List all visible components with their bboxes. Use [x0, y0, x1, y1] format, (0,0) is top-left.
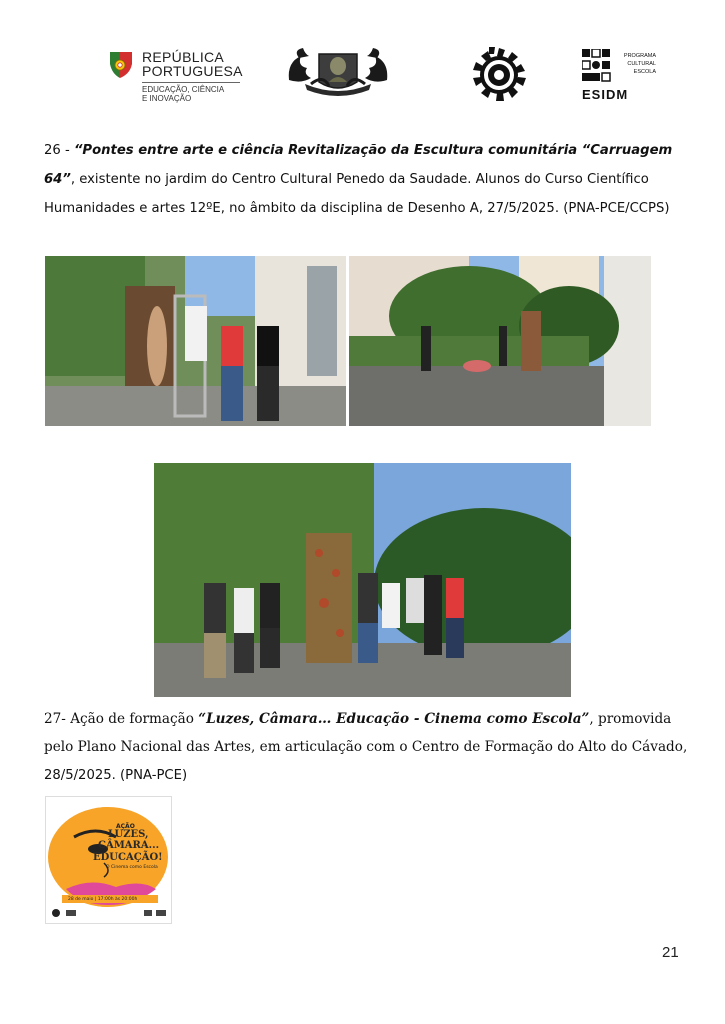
poster-title-line3: EDUCAÇÃO!: [93, 852, 163, 863]
section-27-description: , promovida pelo Plano Nacional das Artes, em articulação com o Centro de Formação do Alto do Cávado,: [44, 711, 688, 755]
section-27-date-tag: 28/5/2025. (PNA-PCE): [44, 768, 188, 783]
republica-portuguesa-logo: [108, 48, 243, 103]
poster-subtitle: O Cinema como Escola: [106, 865, 158, 870]
section-27-paragraph: [44, 705, 694, 790]
section-26-description: , existente no jardim do Centro Cultural Penedo da Saudade. Alunos do Curso Científico Humanidades e artes 12ºE, no âmbito da disciplina de Desenho A, 27/5/2025. (PNA-PCE/CCPS): [44, 172, 670, 216]
poster-title-line2: CÂMARA...: [98, 840, 160, 851]
poster-action-label: AÇÃO: [116, 823, 135, 830]
logo-text-cultural: CULTURAL: [627, 61, 656, 67]
section-26-paragraph: [44, 136, 694, 223]
luzes-camara-poster: [45, 796, 172, 924]
photo-group-with-sculpture: [154, 463, 571, 697]
plano-nacional-artes-logo: [468, 44, 530, 106]
poster-title-line1: LUZES,: [108, 829, 149, 840]
logo-text-programa: PROGRAMA: [623, 53, 656, 59]
page-number: 21: [662, 944, 679, 961]
section-26-number: 26 -: [44, 143, 74, 158]
logo-text-portuguesa: PORTUGUESA: [142, 63, 243, 79]
logo-text-esidm: ESIDM: [582, 87, 629, 102]
section-27-title: “Luzes, Câmara… Educação - Cinema como Escola”: [198, 711, 590, 727]
section-26-title: “Pontes entre arte e ciência Revitalização da Escultura comunitária “Carruagem 64”: [44, 143, 673, 187]
programa-cultural-escola-logo: [582, 49, 656, 101]
poster-date: 28 de maio | 17:00h às 20:00h: [68, 897, 138, 902]
portugal-flag-icon: [108, 50, 134, 80]
esidm-grid-icon: [582, 49, 612, 83]
school-emblem-logo: [283, 44, 393, 102]
logo-text-educacao: EDUCAÇÃO, CIÊNCIA: [142, 85, 225, 94]
section-27-number: 27- Ação de formação: [44, 711, 199, 727]
photo-students-painting-sculpture: [45, 256, 346, 426]
photo-garden-sculpture-wide: [349, 256, 651, 426]
logo-text-republica: REPÚBLICA: [142, 49, 225, 65]
logo-text-escola: ESCOLA: [633, 69, 656, 75]
logo-divider: [142, 82, 240, 83]
logo-text-inovacao: E INOVAÇÃO: [142, 94, 192, 103]
